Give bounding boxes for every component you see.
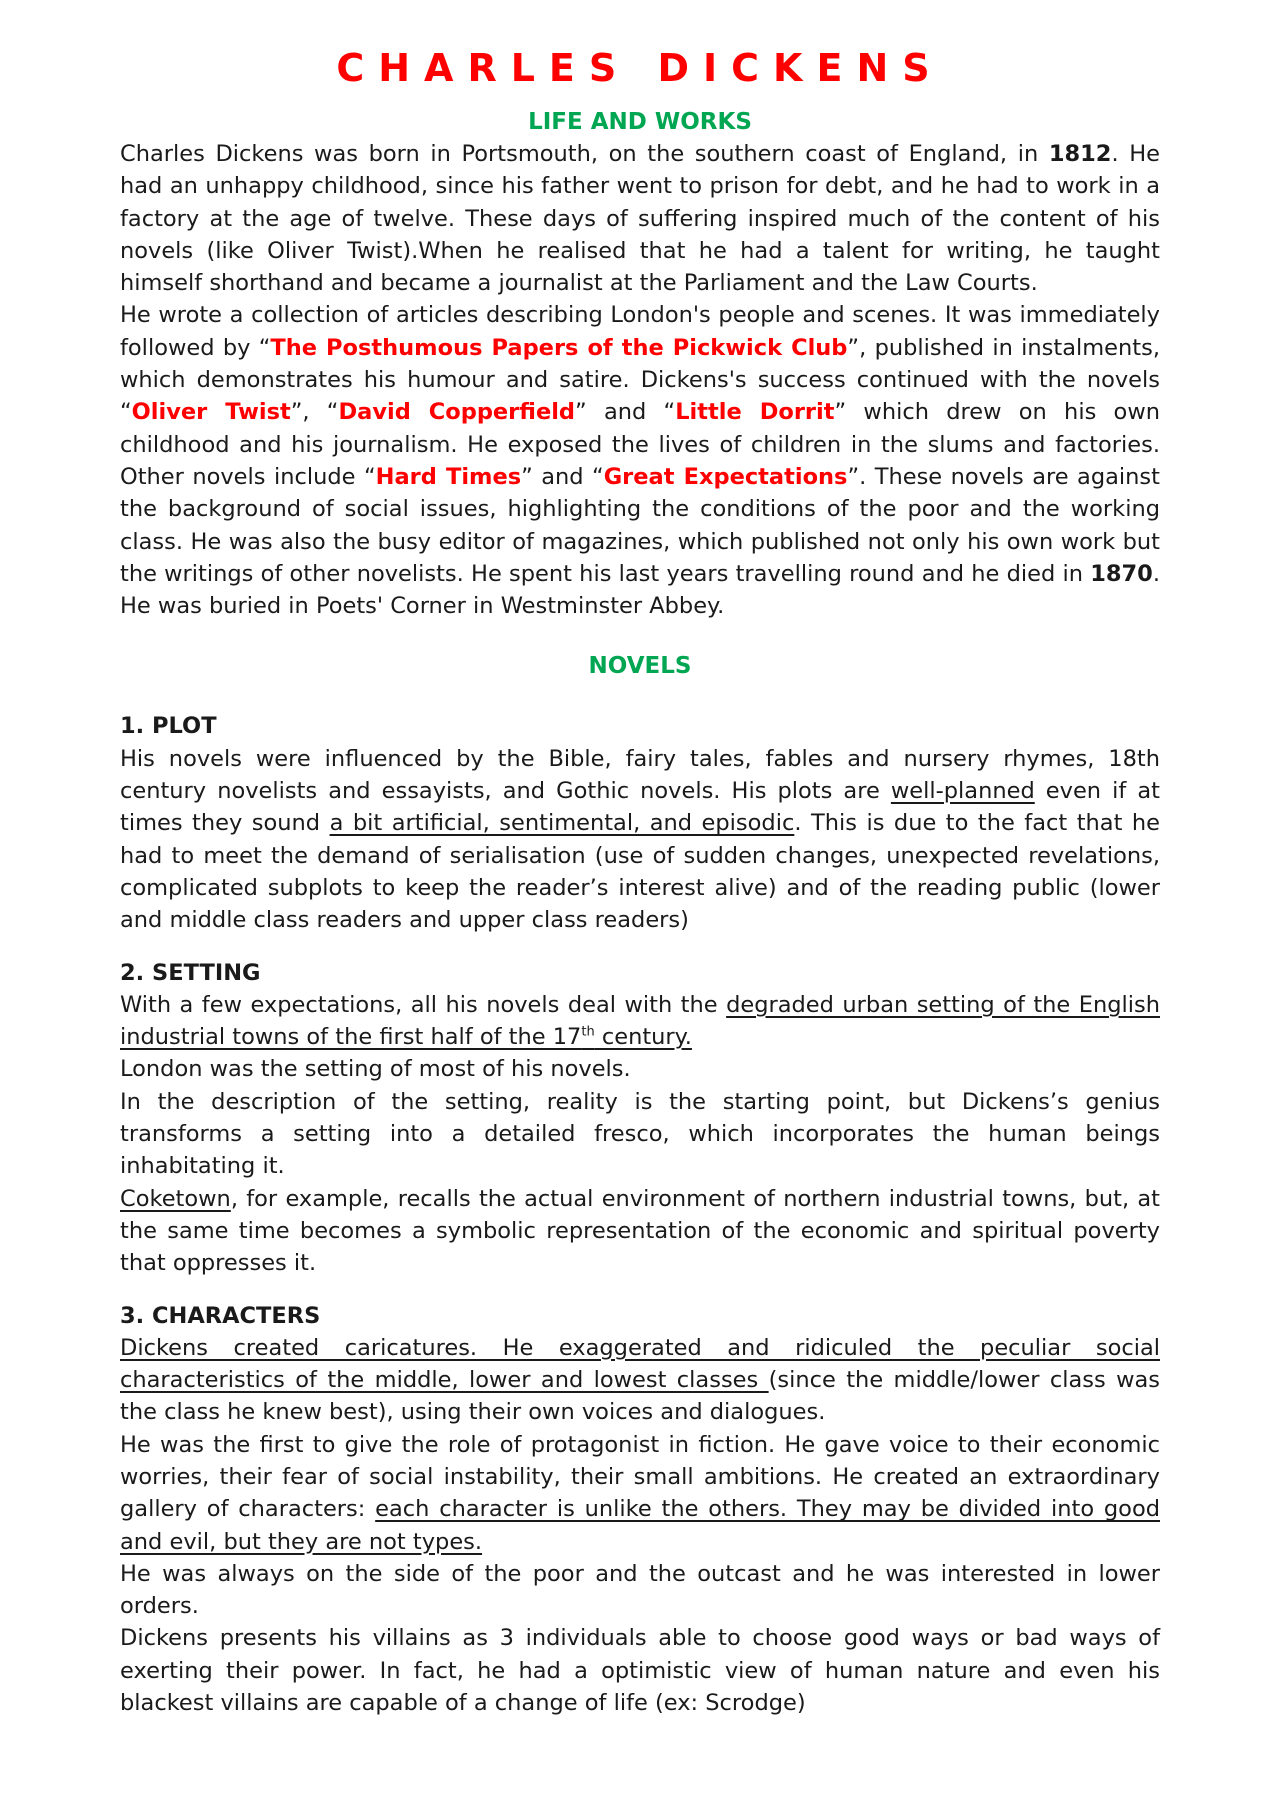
characters-paragraph-3: He was always on the side of the poor and the outcast and he was interested in lower orders.: [120, 1560, 1160, 1620]
underlined-text: Coketown: [120, 1185, 231, 1212]
document-title: CHARLES DICKENS: [336, 46, 944, 90]
text-run: ” and “: [575, 399, 676, 426]
underlined-text: well-planned: [890, 778, 1035, 805]
text-run: ” and “: [521, 463, 604, 490]
underlined-text: a bit artificial, sentimental, and episodic: [329, 810, 795, 837]
spacer: [120, 1280, 1160, 1300]
text-run: . This is due to the fact that he had to meet the demand of serialisation (use of sudden changes, unexpected revelations, complicated subplots to keep the reader’s interest alive) and of the reading public (lower and middle class readers and upper class readers): [120, 810, 1160, 934]
text-run: (since the middle/lower class was the class he knew best), using their own voices and dialogues.: [120, 1367, 1160, 1426]
death-year: 1870: [1090, 560, 1153, 587]
plot-paragraph: [120, 743, 1160, 937]
text-run: , for example, recalls the actual environment of northern industrial towns, but, at the same time becomes a symbolic representation of the economic and spiritual poverty that oppresses it.: [120, 1185, 1160, 1277]
setting-paragraph-2: London was the setting of most of his novels.: [120, 1056, 631, 1083]
text-run: He was the first to give the role of protagonist in fiction. He gave voice to their economic worries, their fear of social instability, their small ambitions. He created an extraordinary gallery of characters:: [120, 1431, 1160, 1523]
birth-year: 1812: [1048, 141, 1112, 167]
novel-title-pickwick: The Posthumous Papers of the Pickwick Club: [270, 334, 848, 361]
novel-title-david-copperfield: David Copperfield: [338, 399, 576, 426]
text-run: Charles Dickens was born in Portsmouth, on the southern coast of England, in: [120, 141, 1049, 167]
superscript: th: [581, 1024, 595, 1040]
plot-heading: 1. PLOT: [120, 713, 217, 740]
text-run: ”. These novels are against the background of social issues, highlighting the conditions of the poor and the working class. He was also the busy editor of magazines, which published not only his own work but the writings of other novelists. He spent his last years travelling round and he died in: [120, 463, 1160, 587]
novel-title-little-dorrit: Little Dorrit: [675, 399, 835, 426]
text-run: With a few expectations, all his novels deal with the: [120, 991, 727, 1018]
text-run: His novels were influenced by the Bible, fairy tales, fables and nursery rhymes, 18th century novelists and essayists, and Gothic novels. His plots are: [120, 745, 1160, 805]
text-run: ”, “: [290, 399, 339, 426]
life-paragraph-1: [120, 138, 1160, 299]
document-page: [120, 40, 1160, 1719]
setting-paragraph-1: [120, 989, 1160, 1054]
characters-heading: 3. CHARACTERS: [120, 1302, 321, 1329]
text-run: even if at times they sound: [120, 778, 1160, 837]
underlined-text: each character is unlike the others. They may be divided into good and evil, but they are not types.: [120, 1496, 1160, 1555]
spacer: [120, 937, 1160, 957]
characters-paragraph-1: [120, 1332, 1160, 1429]
novels-heading: NOVELS: [588, 653, 692, 680]
text-run: century.: [594, 1024, 692, 1051]
life-and-works-heading: LIFE AND WORKS: [528, 109, 752, 135]
life-paragraph-2: [120, 299, 1160, 622]
novel-title-hard-times: Hard Times: [375, 463, 522, 490]
text-run: ” which drew on his own childhood and his journalism. He exposed the lives of children in the slums and factories. Other novels include “: [120, 399, 1160, 490]
setting-heading: 2. SETTING: [120, 959, 261, 986]
setting-paragraph-3: In the description of the setting, reality is the starting point, but Dickens’s genius transforms a setting into a detailed fresco, which incorporates the human beings inhabitating it.: [120, 1088, 1160, 1180]
text-run: . He had an unhappy childhood, since his father went to prison for debt, and he had to work in a factory at the age of twelve. These days of suffering inspired much of the content of his novels (like Oliver Twist).When he realised that he had a talent for writing, he taught himself shorthand and became a journalist at the Parliament and the Law Courts.: [120, 141, 1160, 297]
text-run: . He was buried in Poets' Corner in Westminster Abbey.: [120, 560, 1160, 620]
novel-title-oliver-twist: Oliver Twist: [131, 399, 291, 426]
characters-paragraph-4: Dickens presents his villains as 3 individuals able to choose good ways or bad ways of exerting their power. In fact, he had a optimistic view of human nature and even his blackest villains are capable of a change of life (ex: Scrodge): [120, 1625, 1160, 1717]
characters-paragraph-2: [120, 1429, 1160, 1558]
text-run: degraded urban setting of the English industrial towns of the first half of the 17: [120, 991, 1160, 1051]
underlined-text: Dickens created caricatures. He exaggerated and ridiculed the peculiar social characteristics of the middle, lower and lowest classes: [120, 1334, 1160, 1394]
novel-title-great-expectations: Great Expectations: [603, 463, 848, 490]
text-run: He wrote a collection of articles describing London's people and scenes. It was immediately followed by “: [120, 302, 1160, 361]
setting-paragraph-4: [120, 1183, 1160, 1280]
text-run: ”, published in instalments, which demonstrates his humour and satire. Dickens's success continued with the novels “: [120, 334, 1160, 426]
